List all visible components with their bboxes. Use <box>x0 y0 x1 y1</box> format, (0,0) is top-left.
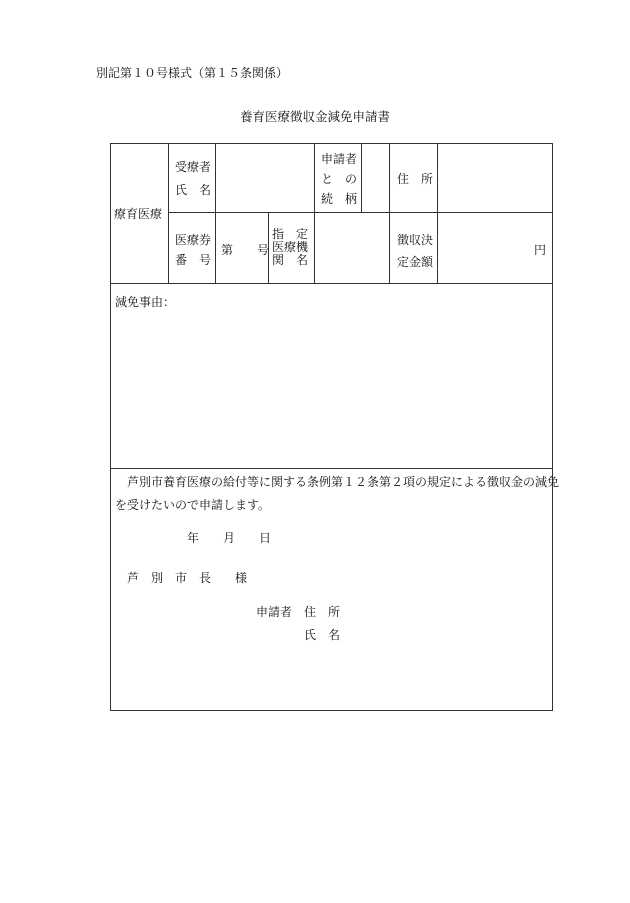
grid-line <box>389 144 390 283</box>
grid-line <box>168 212 552 213</box>
recipient-label-line1: 受療者 <box>175 160 212 174</box>
row-header-label: 療育医療 <box>114 207 163 221</box>
ticket-number-text: 第 号 <box>221 243 270 257</box>
address-label: 住 所 <box>397 172 434 186</box>
statement-line2: を受けたいので申請します。 <box>115 498 271 512</box>
grid-line <box>168 144 169 283</box>
reason-label: 減免事由： <box>115 295 176 309</box>
relation-label-line3: 続 柄 <box>321 192 358 206</box>
grid-line <box>314 144 315 283</box>
document-title: 養育医療徴収金減免申請書 <box>239 109 390 124</box>
grid-line <box>361 144 362 212</box>
relation-label-line2: と の <box>321 172 358 186</box>
statement-line1: 芦別市養育医療の給付等に関する条例第１２条第２項の規定による徴収金の減免 <box>127 475 560 489</box>
collection-amount-field[interactable] <box>439 215 529 281</box>
institution-name-field[interactable] <box>316 215 387 281</box>
recipient-label-line2: 氏 名 <box>175 183 212 197</box>
grid-line <box>111 468 552 469</box>
collection-amount-label-line2: 定金額 <box>397 255 434 269</box>
address-field[interactable] <box>439 146 549 210</box>
applicant-address-label: 申請者 住 所 <box>256 605 341 619</box>
form-number-note: 別記第１０号様式（第１５条関係） <box>96 66 289 80</box>
institution-label-line1: 指 定 <box>272 227 309 241</box>
institution-label-line3: 関 名 <box>272 253 309 267</box>
relation-label-line1: 申請者 <box>321 152 358 166</box>
medical-ticket-label-line1: 医療券 <box>175 233 212 247</box>
reason-field[interactable] <box>113 314 550 464</box>
relation-field[interactable] <box>363 146 387 210</box>
addressee: 芦 別 市 長 様 <box>127 571 248 585</box>
application-form-table <box>110 143 560 711</box>
grid-line <box>111 283 552 284</box>
grid-line <box>437 144 438 283</box>
recipient-name-field[interactable] <box>217 146 312 210</box>
institution-label-line2: 医療機 <box>272 240 309 254</box>
date-line: 年 月 日 <box>187 531 272 545</box>
applicant-name-label: 氏 名 <box>304 628 341 642</box>
yen-unit: 円 <box>534 243 547 257</box>
collection-amount-label-line1: 徴収決 <box>397 233 434 247</box>
medical-ticket-label-line2: 番 号 <box>175 253 212 267</box>
grid-line <box>215 144 216 283</box>
